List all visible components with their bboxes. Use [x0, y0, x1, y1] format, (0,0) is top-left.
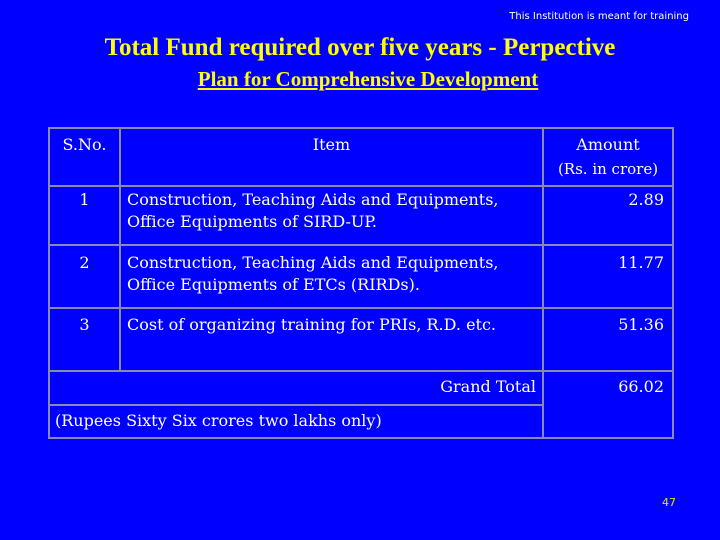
- column-divider: [119, 127, 121, 371]
- row-1-item-line1: Construction, Teaching Aids and Equipments,: [127, 190, 499, 209]
- slide-title: Total Fund required over five years - Perpective: [104, 34, 616, 61]
- row-3-item-line1: Cost of organizing training for PRIs, R.D. etc.: [127, 315, 497, 334]
- header-sno: S.No.: [62, 135, 107, 154]
- row-divider: [48, 370, 674, 372]
- header-item: Item: [312, 135, 351, 154]
- row-divider: [48, 185, 674, 187]
- row-1-item-line2: Office Equipments of SIRD-UP.: [127, 212, 377, 231]
- row-2-sno: 2: [79, 253, 90, 272]
- amount-in-words: (Rupees Sixty Six crores two lakhs only): [55, 411, 382, 430]
- row-2-item-line2: Office Equipments of ETCs (RIRDs).: [127, 275, 420, 294]
- table-border-top: [48, 127, 674, 129]
- row-1-sno: 1: [79, 190, 90, 209]
- row-divider: [48, 307, 674, 309]
- row-2-item-line1: Construction, Teaching Aids and Equipments,: [127, 253, 499, 272]
- table-border-left: [48, 127, 50, 439]
- page-number: 47: [662, 496, 676, 509]
- row-divider: [48, 404, 542, 406]
- grand-total-value: 66.02: [618, 377, 664, 396]
- table-border-bottom: [48, 437, 674, 439]
- header-amount: Amount: [576, 135, 640, 154]
- row-3-amount: 51.36: [618, 315, 664, 334]
- row-3-sno: 3: [79, 315, 90, 334]
- row-2-amount: 11.77: [618, 253, 664, 272]
- row-1-amount: 2.89: [628, 190, 664, 209]
- header-amount-unit: (Rs. in crore): [557, 160, 659, 178]
- row-divider: [48, 244, 674, 246]
- table-border-right: [672, 127, 674, 439]
- grand-total-label: Grand Total: [440, 377, 536, 396]
- slide-subtitle: Plan for Comprehensive Development: [197, 67, 539, 91]
- institution-note: This Institution is meant for training: [509, 11, 689, 22]
